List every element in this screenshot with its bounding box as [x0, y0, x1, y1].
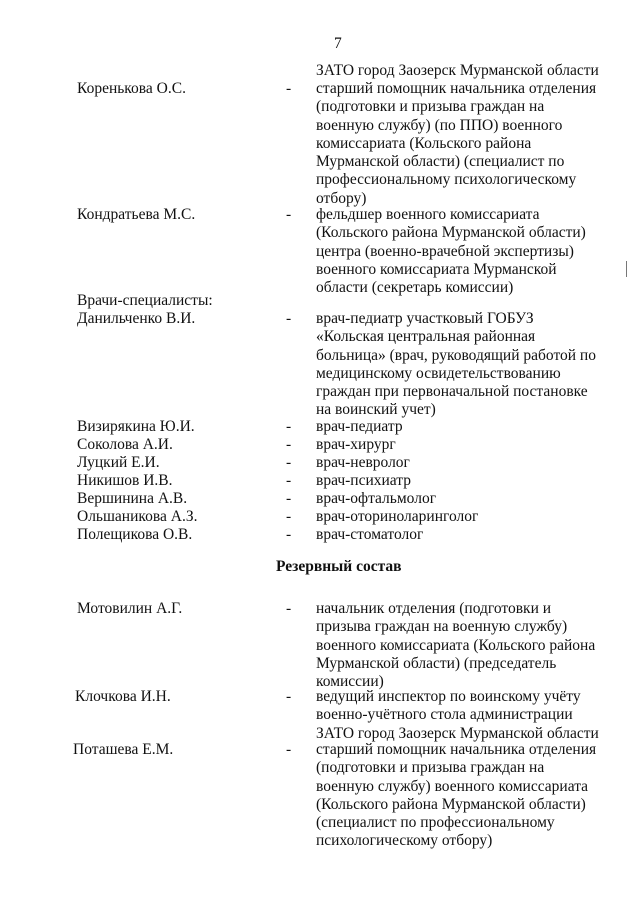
member-role: врач-хирург [316, 436, 396, 453]
description-line: комиссии) [316, 673, 384, 691]
continuation-line: ЗАТО город Заозерск Мурманской области [316, 62, 599, 79]
member-description [316, 80, 596, 208]
member-name: Поташева Е.М. [73, 741, 174, 758]
description-line: центра (военно-врачебной экспертизы) [316, 242, 574, 260]
description-line: «Кольская центральная районная [316, 328, 536, 346]
description-line: врач-педиатр участковый ГОБУЗ [316, 310, 534, 327]
member-name: Никишов И.В. [77, 472, 173, 489]
member-name: Полещикова О.В. [77, 526, 193, 543]
member-role: врач-офтальмолог [316, 490, 437, 507]
member-description [316, 741, 596, 851]
description-line: комиссариата (Кольского района [316, 134, 532, 152]
separator-dash: - [286, 310, 292, 327]
member-role: врач-психиатр [316, 472, 411, 489]
description-line: (Кольского района Мурманской области) [316, 224, 586, 242]
description-line: военную службу) военного комиссариата [316, 777, 589, 795]
member-role: врач-педиатр [316, 418, 403, 435]
description-line: психологическому отбору) [316, 832, 493, 850]
description-line: (специалист по профессиональному [316, 814, 555, 832]
separator-dash: - [286, 436, 292, 453]
reserve-heading: Резервный состав [276, 558, 402, 575]
description-line: Мурманской области) (председатель [316, 654, 557, 672]
separator-dash: - [286, 600, 292, 617]
description-line: (подготовки и призыва граждан на [316, 759, 545, 777]
member-name: Вершинина А.В. [77, 490, 188, 507]
description-line: медицинскому освидетельствованию [316, 364, 561, 382]
description-line: (Кольского района Мурманской области) [316, 795, 586, 813]
separator-dash: - [286, 206, 292, 223]
description-line: ведущий инспектор по воинскому учёту [316, 688, 581, 705]
description-line: фельдшер военного комиссариата [316, 206, 540, 223]
separator-dash: - [286, 418, 292, 435]
member-name: Мотовилин А.Г. [77, 600, 183, 617]
separator-dash: - [286, 741, 292, 758]
description-line: военного комиссариата Мурманской [316, 260, 557, 278]
separator-dash: - [286, 688, 292, 705]
description-line: профессиональному психологическому [316, 171, 577, 189]
member-name: Клочкова И.Н. [75, 688, 171, 705]
description-line: военную службу) (по ППО) военного [316, 116, 563, 134]
separator-dash: - [286, 490, 292, 507]
member-description [316, 206, 586, 297]
member-role: врач-невролог [316, 454, 410, 471]
separator-dash: - [286, 80, 292, 97]
member-role: врач-стоматолог [316, 526, 424, 543]
description-line: призыва граждан на военную службу) [316, 618, 568, 636]
member-description [316, 310, 596, 420]
member-name: Визирякина Ю.И. [77, 418, 195, 435]
member-description [316, 688, 599, 743]
scan-edge-mark [626, 261, 627, 277]
member-name: Кондратьева М.С. [77, 206, 196, 223]
description-line: военного комиссариата (Кольского района [316, 636, 596, 654]
description-line: на воинский учет) [316, 401, 436, 419]
specialists-heading: Врачи-специалисты: [77, 292, 213, 309]
page-number: 7 [334, 35, 342, 52]
description-line: старший помощник начальника отделения [316, 741, 597, 758]
description-line: (подготовки и призыва граждан на [316, 98, 545, 116]
description-line: области (секретарь комиссии) [316, 279, 514, 297]
description-line: начальник отделения (подготовки и [316, 600, 552, 617]
description-line: отбору) [316, 189, 367, 207]
member-name: Луцкий Е.И. [77, 454, 160, 471]
member-name: Соколова А.И. [77, 436, 173, 453]
separator-dash: - [286, 472, 292, 489]
separator-dash: - [286, 526, 292, 543]
separator-dash: - [286, 508, 292, 525]
description-line: граждан при первоначальной постановке [316, 383, 588, 401]
description-line: ЗАТО город Заозерск Мурманской области [316, 724, 599, 742]
description-line: старший помощник начальника отделения [316, 80, 597, 97]
description-line: военно-учётного стола администрации [316, 706, 573, 724]
separator-dash: - [286, 454, 292, 471]
member-name: Данильченко В.И. [77, 310, 196, 327]
member-description [316, 600, 595, 691]
description-line: Мурманской области) (специалист по [316, 153, 565, 171]
member-role: врач-оториноларинголог [316, 508, 479, 525]
member-name: Коренькова О.С. [77, 80, 186, 97]
member-name: Ольшаникова А.З. [77, 508, 198, 525]
description-line: больница» (врач, руководящий работой по [316, 346, 596, 364]
